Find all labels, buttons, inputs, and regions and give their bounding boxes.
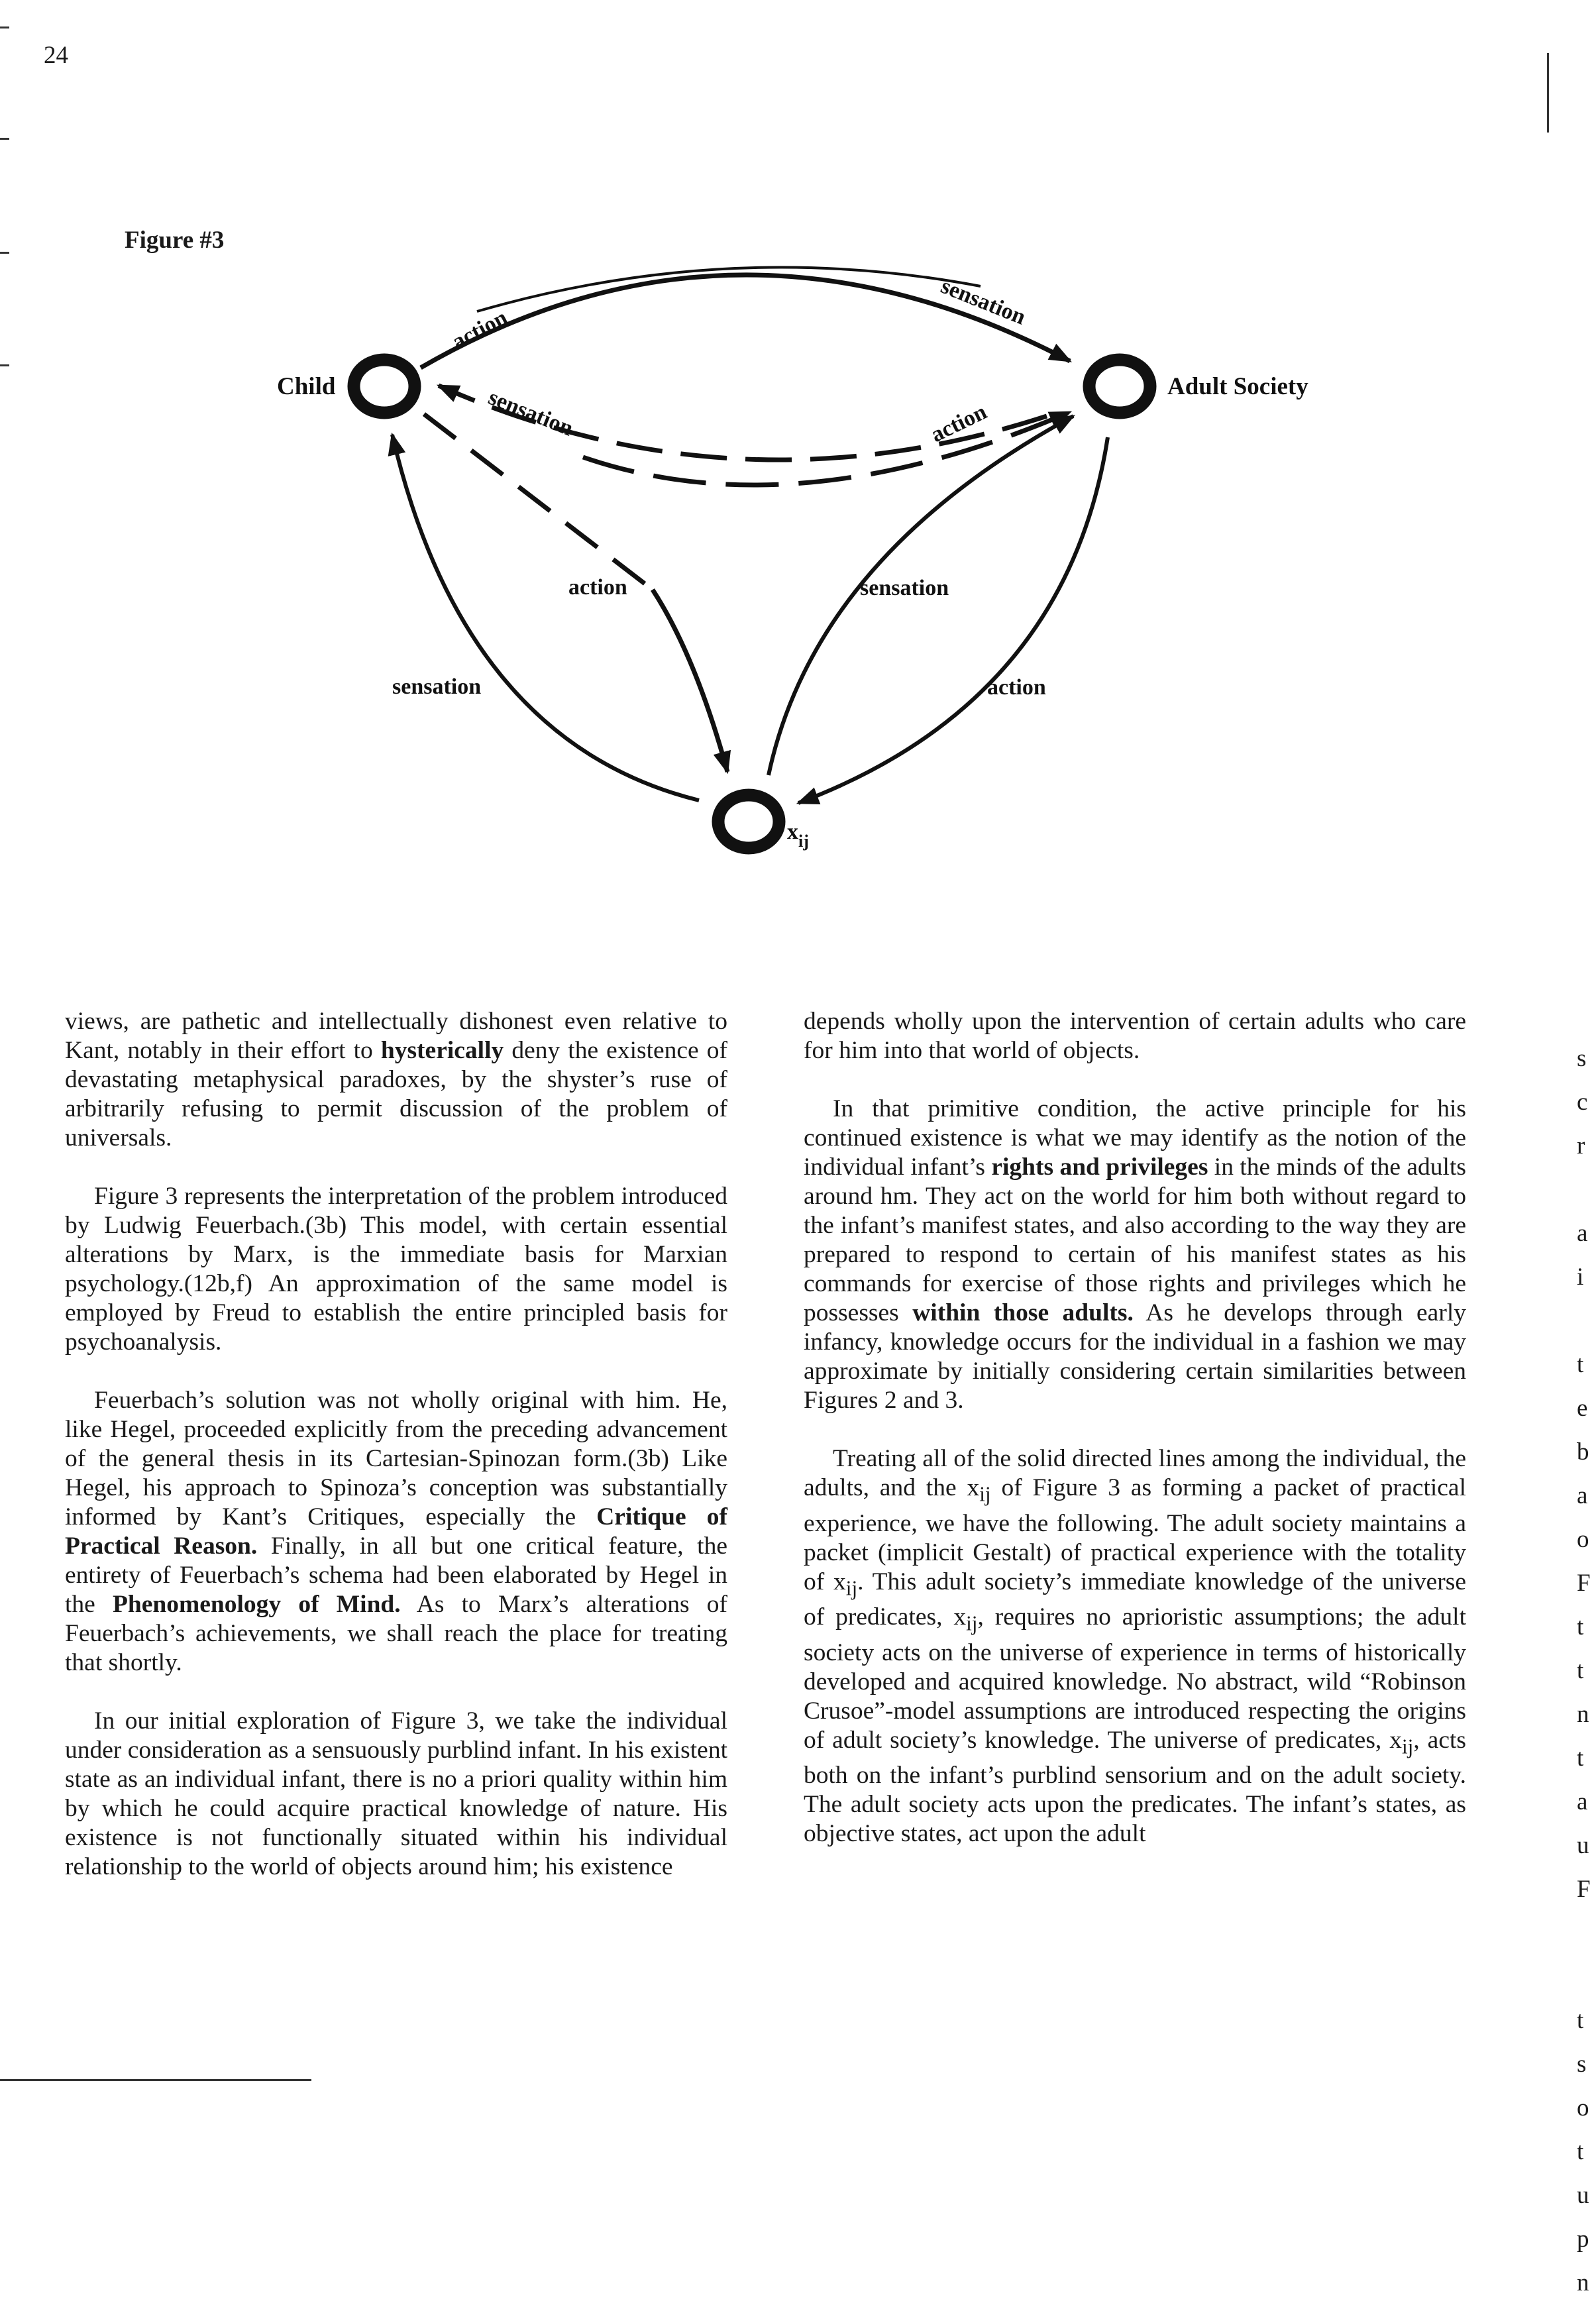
outer-left-label: sensation <box>392 674 482 699</box>
margin-fragment: o <box>1577 1526 1589 1553</box>
outer-right-label: action <box>987 675 1046 700</box>
left-paragraph-3: Feuerbach’s solution was not wholly original with him. He, like Hegel, proceeded explicitly from the preceding advancement of the general thesis in its Cartesian-Spinozan form.(3b) Like Hegel, his approach to Spinoza’s conception was substantially informed by Kant’s Critiques, especially the Critique of Practical Reason. Finally, in all but one critical feature, the entirety of Feuerbach’s schema had been elaborated by Hegel in the Phenomenology of Mind. As to Marx’s alterations of Feuerbach’s achievements, we shall reach the place for treating that shortly. <box>65 1387 727 1676</box>
adult-society-node <box>1089 360 1150 413</box>
margin-fragment: a <box>1577 1482 1588 1509</box>
top-curve-left-label: action <box>448 305 512 355</box>
xij-label: $x_{ij}$ <box>787 820 809 851</box>
inner-left-dashed <box>424 414 653 590</box>
xij-node <box>718 795 779 848</box>
margin-fragment: t <box>1577 1744 1584 1772</box>
child-label: Child <box>277 373 336 400</box>
margin-fragment: t <box>1577 1351 1584 1378</box>
margin-fragment: e <box>1577 1395 1588 1422</box>
inner-left-label: action <box>568 575 627 600</box>
margin-fragment: t <box>1577 2138 1584 2165</box>
margin-fragment: a <box>1577 1788 1588 1815</box>
left-column <box>65 1007 727 1911</box>
margin-fragment: i <box>1577 1263 1584 1291</box>
margin-fragment: s <box>1577 2051 1587 2078</box>
right-paragraph-1: depends wholly upon the intervention of certain adults who care for him into that world of objects. <box>804 1008 1466 1064</box>
margin-fragment <box>1577 1168 1596 1212</box>
child-node <box>354 360 415 413</box>
outer-left-arrow <box>392 435 699 800</box>
right-paragraph-2: In that primitive condition, the active principle for his continued existence is what we may identify as the notion of the individual infant’s rights and privileges in the minds of the adults around hm. They act on the world for him both without regard to the infant’s manifest states, and also according to the way they are prepared to respond to certain of his manifest states as his commands for exercise of those rights and privileges which he possesses within those adults. As he develops through early infancy, knowledge occurs for the individual in a fashion we may approximate by initially considering certain similarities between Figures 2 and 3. <box>804 1095 1466 1414</box>
left-paragraph-1: views, are pathetic and intellectually dishonest even relative to Kant, notably in their effort to hysterically deny the existence of devastating metaphysical paradoxes, by the shyster’s ruse of arbitrarily refusing to permit discussion of the problem of universals. <box>65 1008 727 1152</box>
margin-fragment: a <box>1577 1220 1588 1247</box>
dashed-curve-left-label: sensation <box>485 385 577 441</box>
margin-fragment: F <box>1577 1570 1591 1597</box>
inner-right-label: sensation <box>860 576 949 600</box>
scan-mark-bottom <box>0 2079 311 2081</box>
dashed-curve-right-label: action <box>927 400 991 448</box>
margin-fragment <box>1577 1299 1596 1343</box>
top-curve-right-label: sensation <box>937 274 1030 330</box>
margin-fragment: o <box>1577 2094 1589 2121</box>
figure-label: Figure #3 <box>125 227 225 254</box>
right-paragraph-3: Treating all of the solid directed lines among the individual, the adults, and the $x_{ij}$ of Figure 3 as forming a packet of practical experience, we have the following. The adult society maintains a packet (implicit Gestalt) of practical experience with the totality of $x_{ij}$. This adult society’s immediate knowledge of the universe of predicates, $x_{ij}$, requires no aprioristic assumptions; the adult society acts on the universe of experience in terms of historically developed and acquired knowledge. No abstract, wild “Robinson Crusoe”-model assumptions are introduced respecting the origins of adult society’s knowledge. The universe of predicates, $x_{ij}$, acts both on the infant’s purblind sensorium and on the adult society. The adult society acts upon the predicates. The infant’s states, as objective states, act upon the adult <box>804 1445 1466 1847</box>
margin-fragment: F <box>1577 1876 1591 1903</box>
margin-fragment: s <box>1577 1045 1587 1072</box>
margin-fragment: r <box>1577 1132 1585 1159</box>
next-page-margin-fragments <box>1577 1037 1596 2305</box>
margin-fragment <box>1577 1955 1596 1999</box>
margin-fragment: t <box>1577 1613 1584 1640</box>
margin-fragment: t <box>1577 1657 1584 1684</box>
scan-mark-right <box>1547 53 1549 133</box>
scan-mark-left-1 <box>0 27 9 28</box>
margin-fragment: n <box>1577 1701 1589 1728</box>
margin-fragment: n <box>1577 2269 1589 2296</box>
margin-fragment: b <box>1577 1438 1589 1466</box>
margin-fragment: u <box>1577 1832 1589 1859</box>
inner-left-arrow <box>653 590 727 772</box>
right-column <box>804 1007 1466 1878</box>
scan-mark-left-2 <box>0 138 9 140</box>
margin-fragment <box>1577 1911 1596 1955</box>
left-paragraph-4: In our initial exploration of Figure 3, we take the individual under consideration as a sensuously purblind infant. In his existent state as an individual infant, there is no a priori quality within him by which he could acquire practical knowledge of nature. His existence is not functionally situated within his individual relationship to the world of objects around him; his existence <box>65 1707 727 1880</box>
margin-fragment: t <box>1577 2007 1584 2034</box>
margin-fragment: c <box>1577 1089 1588 1116</box>
page-number: 24 <box>44 42 68 69</box>
left-paragraph-2: Figure 3 represents the interpretation of the problem introduced by Ludwig Feuerbach.(3b) This model, with certain essential alterations by Marx, is the immediate basis for Marxian psychology.(12b,f) An approximation of the same model is employed by Freud to establish the entire principled basis for psychoanalysis. <box>65 1183 727 1356</box>
adult-society-label: Adult Society <box>1167 373 1308 400</box>
margin-fragment: p <box>1577 2225 1589 2253</box>
scan-mark-left-4 <box>0 364 9 366</box>
margin-fragment: u <box>1577 2182 1589 2209</box>
scan-mark-left-3 <box>0 252 9 254</box>
figure-3-diagram <box>0 0 1596 961</box>
